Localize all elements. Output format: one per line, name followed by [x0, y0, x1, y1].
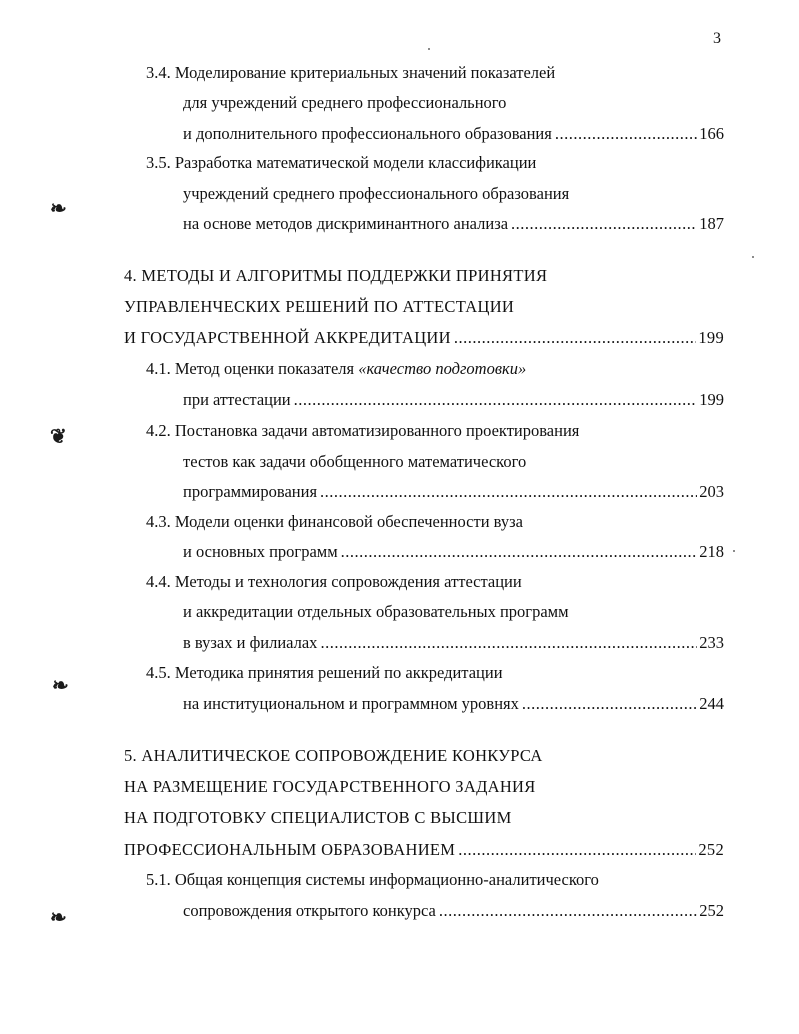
toc-chapter-5-line-1: 5. АНАЛИТИЧЕСКОЕ СОПРОВОЖДЕНИЕ КОНКУРСА: [124, 746, 543, 765]
leader-dots: [439, 900, 697, 922]
toc-entry-4-2-line-3[interactable]: [183, 481, 724, 503]
scan-speck: [752, 256, 754, 258]
page-ref: 252: [699, 901, 724, 920]
toc-chapter-4-line-2: УПРАВЛЕНЧЕСКИХ РЕШЕНИЙ ПО АТТЕСТАЦИИ: [124, 297, 515, 316]
toc-entry-4-3-line-1: 4.3. Модели оценки финансовой обеспеченности вуза: [146, 512, 523, 531]
toc-entry-4-3-line-2[interactable]: [183, 541, 724, 563]
toc-chapter-5-line-2: НА РАЗМЕЩЕНИЕ ГОСУДАРСТВЕННОГО ЗАДАНИЯ: [124, 777, 536, 796]
page-ref: 218: [699, 542, 724, 561]
leader-dots: [294, 389, 698, 411]
toc-entry-3-5-line-2: учреждений среднего профессионального образования: [183, 184, 570, 203]
toc-entry-3-4-line-3[interactable]: [183, 123, 724, 145]
toc-entry-text: сопровождения открытого конкурса: [183, 901, 436, 920]
margin-mark: ❧: [52, 675, 69, 697]
page-ref: 199: [698, 328, 724, 347]
toc-entry-4-1-line-2[interactable]: [183, 389, 724, 411]
toc-chapter-4-line-3[interactable]: [124, 327, 724, 349]
toc-entry-4-4-line-1: 4.4. Методы и технология сопровождения аттестации: [146, 572, 522, 591]
margin-mark: ❦: [50, 426, 67, 448]
page-ref: 203: [699, 482, 724, 501]
toc-entry-text: 4.1. Метод оценки показателя: [146, 359, 359, 378]
toc-entry-text: при аттестации: [183, 390, 291, 409]
toc-entry-text: на основе методов дискриминантного анализа: [183, 214, 509, 233]
scan-speck: [428, 48, 430, 50]
toc-entry-italic-term: «качество подготовки»: [358, 359, 527, 378]
page-ref: 187: [699, 214, 724, 233]
toc-entry-3-5-line-1: 3.5. Разработка математической модели классификации: [146, 153, 537, 172]
leader-dots: [458, 839, 696, 861]
leader-dots: [522, 693, 697, 715]
leader-dots: [555, 123, 697, 145]
toc-entry-3-4-line-2: для учреждений среднего профессионального: [183, 93, 507, 112]
toc-entry-text: ПРОФЕССИОНАЛЬНЫМ ОБРАЗОВАНИЕМ: [124, 840, 456, 859]
toc-entry-text: на институциональном и программном уровнях: [183, 694, 519, 713]
page-number: 3: [713, 30, 721, 47]
margin-mark: ❧: [50, 907, 67, 929]
toc-chapter-4-line-1: 4. МЕТОДЫ И АЛГОРИТМЫ ПОДДЕРЖКИ ПРИНЯТИЯ: [124, 266, 548, 285]
toc-entry-4-4-line-3[interactable]: [183, 632, 724, 654]
toc-entry-3-4-line-1: 3.4. Моделирование критериальных значений показателей: [146, 63, 556, 82]
toc-entry-text: И ГОСУДАРСТВЕННОЙ АККРЕДИТАЦИИ: [124, 328, 451, 347]
toc-entry-4-1-line-1: [146, 358, 526, 380]
leader-dots: [454, 327, 696, 349]
toc-entry-3-5-line-3[interactable]: [183, 213, 724, 235]
toc-entry-text: и дополнительного профессионального образования: [183, 124, 552, 143]
toc-entry-5-1-line-1: 5.1. Общая концепция системы информационно-аналитического: [146, 870, 599, 889]
toc-entry-text: в вузах и филиалах: [183, 633, 318, 652]
page-ref: 166: [699, 124, 724, 143]
margin-mark: ❧: [50, 198, 67, 220]
toc-entry-4-4-line-2: и аккредитации отдельных образовательных программ: [183, 602, 569, 621]
scan-speck: [733, 550, 735, 552]
toc-entry-4-5-line-1: 4.5. Методика принятия решений по аккредитации: [146, 663, 503, 682]
toc-entry-5-1-line-2[interactable]: [183, 900, 724, 922]
page-ref: 252: [698, 840, 724, 859]
page-ref: 244: [699, 694, 724, 713]
leader-dots: [320, 632, 697, 654]
toc-entry-4-5-line-2[interactable]: [183, 693, 724, 715]
toc-chapter-5-line-3: НА ПОДГОТОВКУ СПЕЦИАЛИСТОВ С ВЫСШИМ: [124, 808, 512, 827]
toc-entry-text: программирования: [183, 482, 318, 501]
toc-entry-4-2-line-1: 4.2. Постановка задачи автоматизированного проектирования: [146, 421, 580, 440]
toc-entry-4-2-line-2: тестов как задачи обобщенного математического: [183, 452, 527, 471]
leader-dots: [341, 541, 698, 563]
toc-entry-text: и основных программ: [183, 542, 338, 561]
leader-dots: [511, 213, 697, 235]
page-ref: 233: [699, 633, 724, 652]
toc-chapter-5-line-4[interactable]: [124, 839, 724, 861]
leader-dots: [320, 481, 697, 503]
page-ref: 199: [699, 390, 724, 409]
